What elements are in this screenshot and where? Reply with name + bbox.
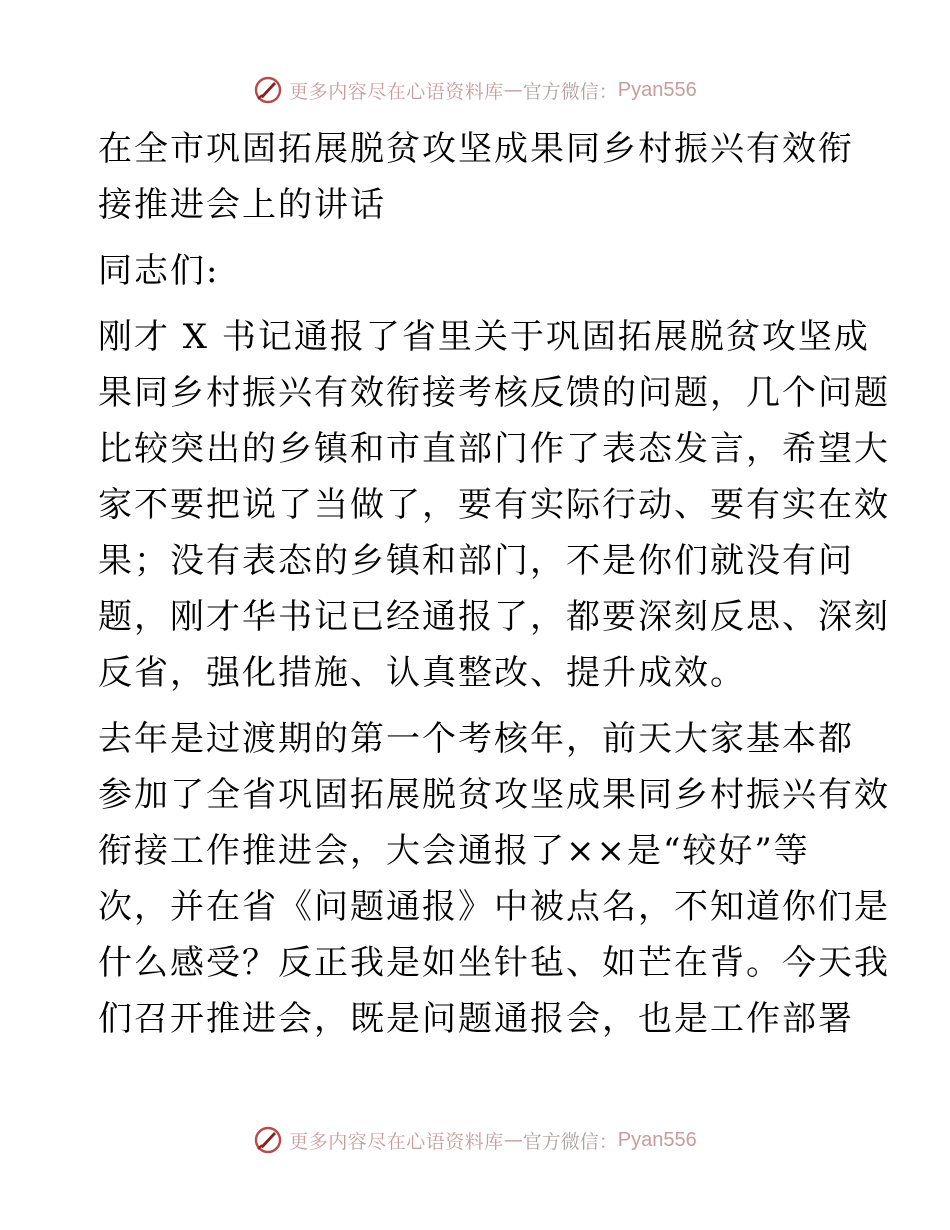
quill-seal-icon [253,75,283,105]
paragraph-line: 比较突出的乡镇和市直部门作了表态发言，希望大 [98,429,890,469]
paragraph-line: 去年是过渡期的第一个考核年，前天大家基本都 [98,719,854,759]
paragraph-line: 什么感受？反正我是如坐针毡、如芒在背。今天我 [98,943,890,983]
paragraph-line: 果同乡村振兴有效衔接考核反馈的问题，几个问题 [98,373,890,413]
footer-watermark [0,1120,950,1160]
paragraph-line: 次，并在省《问题通报》中被点名，不知道你们是 [98,887,890,927]
paragraph-line: 参加了全省巩固拓展脱贫攻坚成果同乡村振兴有效 [98,775,890,815]
watermark-separator: — [503,79,523,101]
paragraph-line: 家不要把说了当做了，要有实际行动、要有实在效 [98,485,890,525]
watermark-text: 更多内容尽在心语资料库 [289,80,504,103]
title-line: 在全市巩固拓展脱贫攻坚成果同乡村振兴有效衔 [98,129,854,169]
watermark-wechat-label: 官方微信： [522,1130,618,1153]
paragraph-line: 衔接工作推进会，大会通报了××是“较好”等 [98,831,810,871]
watermark-separator: — [503,1129,523,1151]
paragraph-line: 反省，强化措施、认真整改、提升成效。 [98,653,746,693]
title-line: 接推进会上的讲话 [98,185,386,225]
paragraph [98,309,890,701]
quill-seal-icon [253,1125,283,1155]
header-watermark [0,70,950,110]
document-title [98,121,854,233]
watermark-wechat-label: 官方微信： [522,80,618,103]
salutation: 同志们: [98,251,220,291]
paragraph-line: 们召开推进会，既是问题通报会，也是工作部署 [98,999,854,1039]
document-body [98,121,890,1047]
watermark-wechat-id: Pyan556 [617,1128,697,1151]
paragraph [98,711,890,1047]
paragraph-line: 果；没有表态的乡镇和部门，不是你们就没有问 [98,541,854,581]
watermark-text: 更多内容尽在心语资料库 [289,1130,504,1153]
paragraph-line: 题，刚才华书记已经通报了，都要深刻反思、深刻 [98,597,890,637]
paragraph-line: 刚才 X 书记通报了省里关于巩固拓展脱贫攻坚成 [98,317,870,357]
watermark-wechat-id: Pyan556 [617,78,697,101]
